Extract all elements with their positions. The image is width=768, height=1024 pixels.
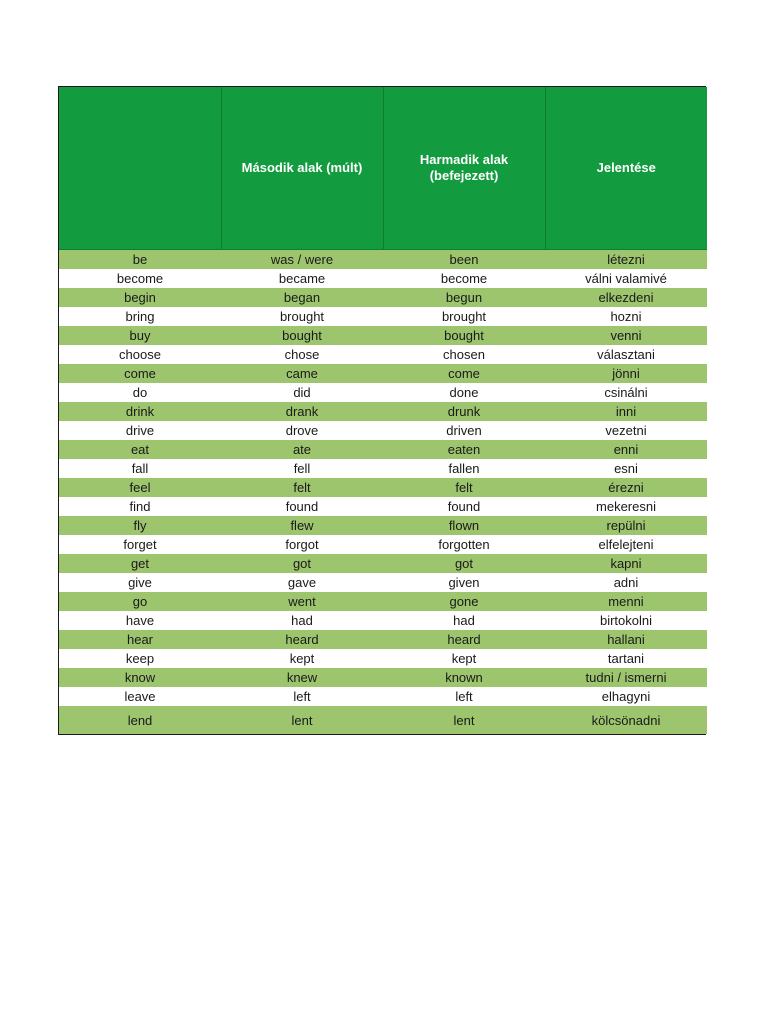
- base-form-cell: get: [59, 554, 221, 573]
- meaning-cell: kapni: [545, 554, 707, 573]
- irregular-verbs-table-frame: [58, 86, 706, 735]
- header-cell-second-form: Második alak (múlt): [221, 87, 383, 250]
- header-cell-base-form: [59, 87, 221, 250]
- second-form-cell: drank: [221, 402, 383, 421]
- third-form-cell: chosen: [383, 345, 545, 364]
- third-form-cell: fallen: [383, 459, 545, 478]
- base-form-cell: eat: [59, 440, 221, 459]
- base-form-cell: know: [59, 668, 221, 687]
- third-form-cell: got: [383, 554, 545, 573]
- base-form-cell: find: [59, 497, 221, 516]
- third-form-cell: given: [383, 573, 545, 592]
- table-header: [59, 87, 707, 250]
- meaning-cell: hozni: [545, 307, 707, 326]
- second-form-cell: flew: [221, 516, 383, 535]
- third-form-cell: been: [383, 250, 545, 270]
- second-form-cell: forgot: [221, 535, 383, 554]
- second-form-cell: drove: [221, 421, 383, 440]
- third-form-cell: brought: [383, 307, 545, 326]
- base-form-cell: do: [59, 383, 221, 402]
- third-form-cell: kept: [383, 649, 545, 668]
- table-row: [59, 516, 707, 535]
- third-form-cell: drunk: [383, 402, 545, 421]
- table-row: [59, 440, 707, 459]
- base-form-cell: drink: [59, 402, 221, 421]
- third-form-cell: become: [383, 269, 545, 288]
- base-form-cell: leave: [59, 687, 221, 706]
- third-form-cell: begun: [383, 288, 545, 307]
- meaning-cell: hallani: [545, 630, 707, 649]
- table-row: [59, 459, 707, 478]
- meaning-cell: jönni: [545, 364, 707, 383]
- table-row: [59, 250, 707, 270]
- meaning-cell: tartani: [545, 649, 707, 668]
- third-form-cell: felt: [383, 478, 545, 497]
- table-row: [59, 535, 707, 554]
- base-form-cell: forget: [59, 535, 221, 554]
- table-row: [59, 326, 707, 345]
- base-form-cell: begin: [59, 288, 221, 307]
- second-form-cell: kept: [221, 649, 383, 668]
- base-form-cell: have: [59, 611, 221, 630]
- base-form-cell: buy: [59, 326, 221, 345]
- second-form-cell: found: [221, 497, 383, 516]
- second-form-cell: went: [221, 592, 383, 611]
- header-cell-third-form: Harmadik alak (befejezett): [383, 87, 545, 250]
- table-row: [59, 402, 707, 421]
- second-form-cell: lent: [221, 706, 383, 734]
- third-form-cell: gone: [383, 592, 545, 611]
- base-form-cell: come: [59, 364, 221, 383]
- second-form-cell: felt: [221, 478, 383, 497]
- table-body: [59, 250, 707, 735]
- meaning-cell: csinálni: [545, 383, 707, 402]
- third-form-cell: done: [383, 383, 545, 402]
- meaning-cell: menni: [545, 592, 707, 611]
- second-form-cell: knew: [221, 668, 383, 687]
- second-form-cell: brought: [221, 307, 383, 326]
- third-form-cell: flown: [383, 516, 545, 535]
- table-row: [59, 497, 707, 516]
- second-form-cell: was / were: [221, 250, 383, 270]
- base-form-cell: keep: [59, 649, 221, 668]
- base-form-cell: choose: [59, 345, 221, 364]
- meaning-cell: létezni: [545, 250, 707, 270]
- meaning-cell: repülni: [545, 516, 707, 535]
- base-form-cell: become: [59, 269, 221, 288]
- table-row: [59, 307, 707, 326]
- base-form-cell: hear: [59, 630, 221, 649]
- meaning-cell: tudni / ismerni: [545, 668, 707, 687]
- table-row: [59, 364, 707, 383]
- base-form-cell: give: [59, 573, 221, 592]
- base-form-cell: fall: [59, 459, 221, 478]
- third-form-cell: heard: [383, 630, 545, 649]
- second-form-cell: began: [221, 288, 383, 307]
- second-form-cell: ate: [221, 440, 383, 459]
- meaning-cell: birtokolni: [545, 611, 707, 630]
- third-form-cell: driven: [383, 421, 545, 440]
- header-cell-meaning: Jelentése: [545, 87, 707, 250]
- second-form-cell: bought: [221, 326, 383, 345]
- second-form-cell: got: [221, 554, 383, 573]
- meaning-cell: válni valamivé: [545, 269, 707, 288]
- meaning-cell: elkezdeni: [545, 288, 707, 307]
- third-form-cell: had: [383, 611, 545, 630]
- meaning-cell: mekeresni: [545, 497, 707, 516]
- meaning-cell: esni: [545, 459, 707, 478]
- table-row: [59, 478, 707, 497]
- meaning-cell: inni: [545, 402, 707, 421]
- third-form-cell: eaten: [383, 440, 545, 459]
- third-form-cell: bought: [383, 326, 545, 345]
- second-form-cell: became: [221, 269, 383, 288]
- second-form-cell: had: [221, 611, 383, 630]
- base-form-cell: fly: [59, 516, 221, 535]
- base-form-cell: feel: [59, 478, 221, 497]
- table-row: [59, 383, 707, 402]
- meaning-cell: kölcsönadni: [545, 706, 707, 734]
- second-form-cell: gave: [221, 573, 383, 592]
- second-form-cell: left: [221, 687, 383, 706]
- base-form-cell: lend: [59, 706, 221, 734]
- base-form-cell: drive: [59, 421, 221, 440]
- third-form-cell: forgotten: [383, 535, 545, 554]
- table-row: [59, 592, 707, 611]
- table-row: [59, 706, 707, 734]
- meaning-cell: elhagyni: [545, 687, 707, 706]
- meaning-cell: elfelejteni: [545, 535, 707, 554]
- table-row: [59, 421, 707, 440]
- table-row: [59, 288, 707, 307]
- table-row: [59, 573, 707, 592]
- second-form-cell: fell: [221, 459, 383, 478]
- meaning-cell: venni: [545, 326, 707, 345]
- irregular-verbs-table: [59, 87, 707, 734]
- third-form-cell: come: [383, 364, 545, 383]
- second-form-cell: heard: [221, 630, 383, 649]
- meaning-cell: választani: [545, 345, 707, 364]
- table-row: [59, 269, 707, 288]
- third-form-cell: lent: [383, 706, 545, 734]
- meaning-cell: érezni: [545, 478, 707, 497]
- third-form-cell: known: [383, 668, 545, 687]
- second-form-cell: did: [221, 383, 383, 402]
- meaning-cell: vezetni: [545, 421, 707, 440]
- table-row: [59, 345, 707, 364]
- meaning-cell: adni: [545, 573, 707, 592]
- table-row: [59, 649, 707, 668]
- table-row: [59, 554, 707, 573]
- table-row: [59, 611, 707, 630]
- table-row: [59, 630, 707, 649]
- second-form-cell: came: [221, 364, 383, 383]
- base-form-cell: bring: [59, 307, 221, 326]
- table-row: [59, 668, 707, 687]
- header-row: [59, 87, 707, 250]
- meaning-cell: enni: [545, 440, 707, 459]
- table-row: [59, 687, 707, 706]
- third-form-cell: found: [383, 497, 545, 516]
- second-form-cell: chose: [221, 345, 383, 364]
- third-form-cell: left: [383, 687, 545, 706]
- base-form-cell: be: [59, 250, 221, 270]
- base-form-cell: go: [59, 592, 221, 611]
